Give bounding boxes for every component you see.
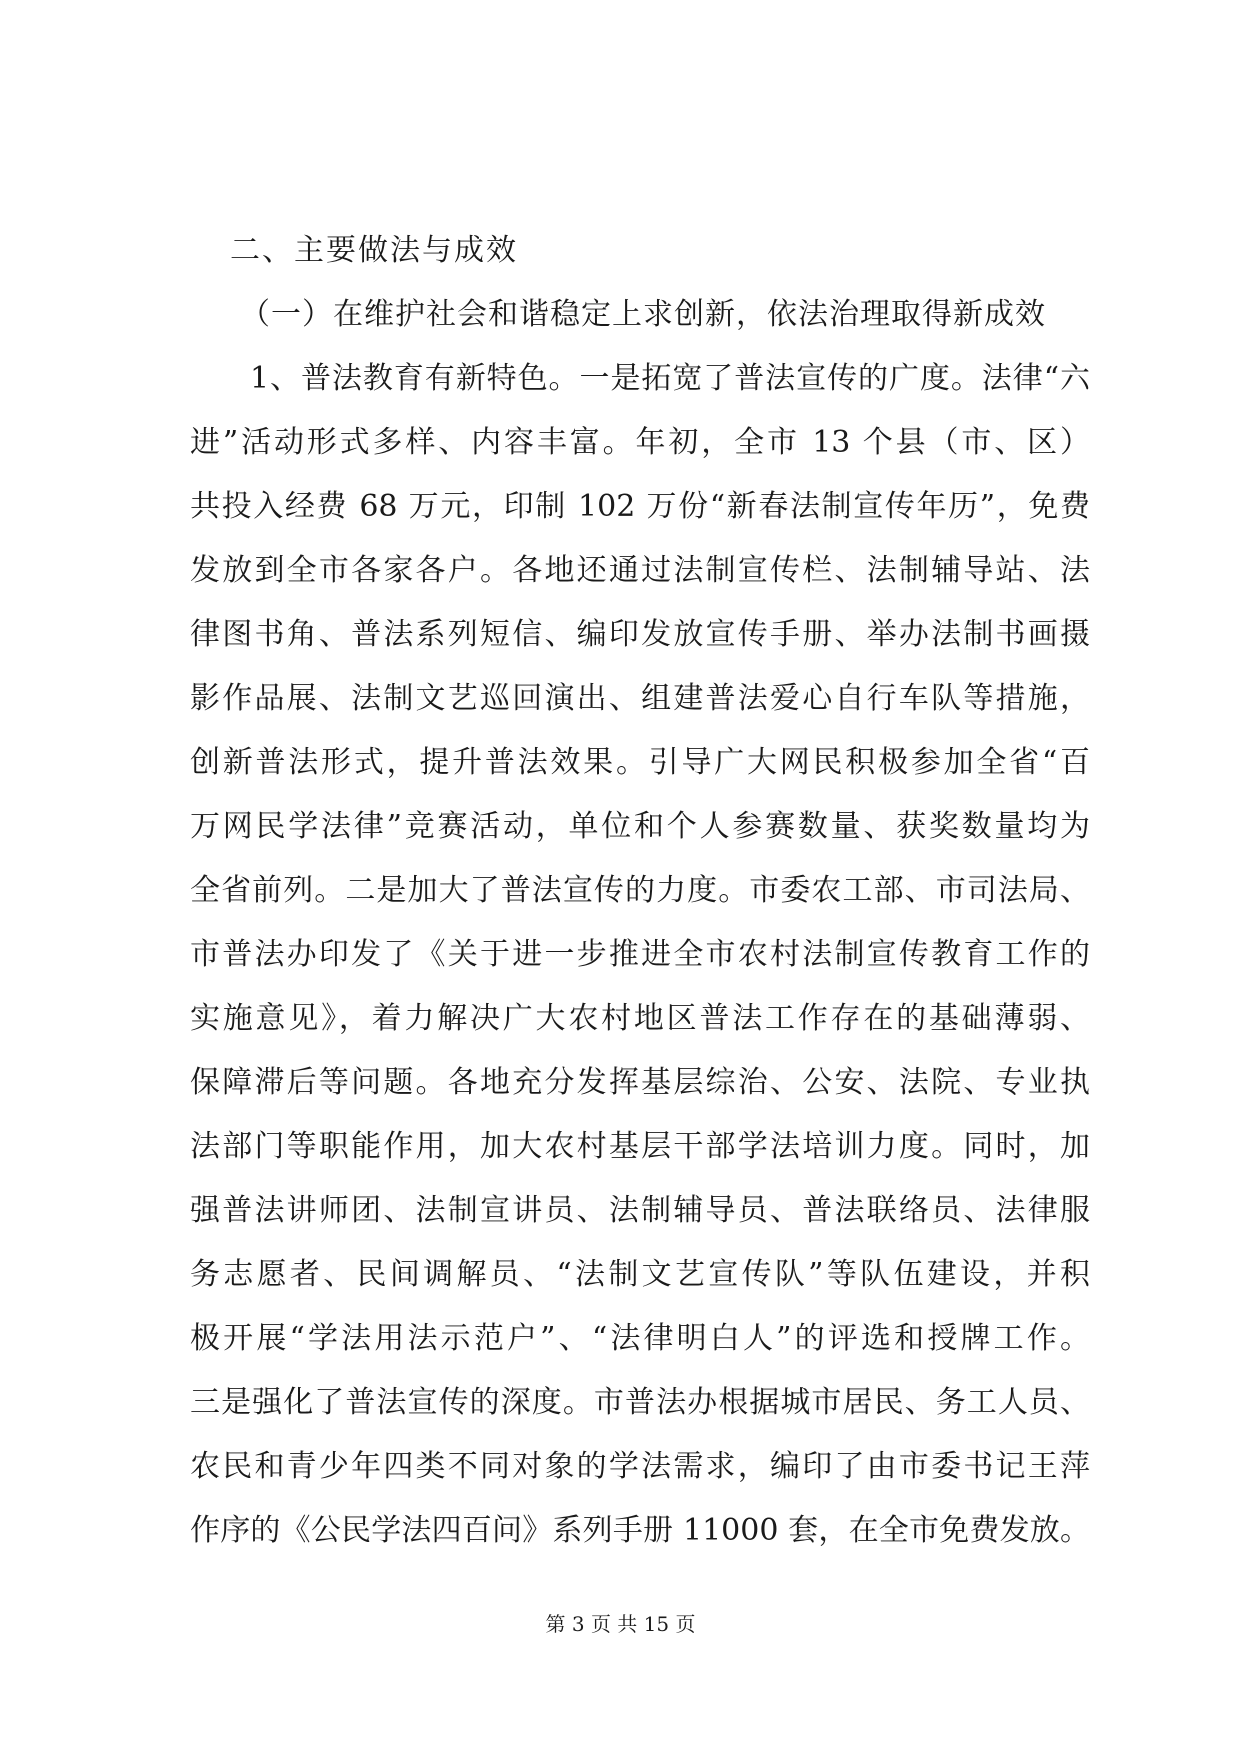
page-content	[190, 225, 1090, 1569]
paragraph-line: 万网民学法律”竞赛活动，单位和个人参赛数量、获奖数量均为	[190, 809, 1090, 844]
paragraph-line: 共投入经费 68 万元，印制 102 万份“新春法制宣传年历”，免费	[190, 489, 1090, 524]
section-heading: 二、主要做法与成效	[230, 233, 518, 268]
sub-heading: （一）在维护社会和谐稳定上求创新，依法治理取得新成效	[240, 297, 1046, 332]
paragraph-line: 创新普法形式，提升普法效果。引导广大网民积极参加全省“百	[190, 745, 1090, 780]
paragraph-line: 保障滞后等问题。各地充分发挥基层综治、公安、法院、专业执	[190, 1065, 1090, 1100]
paragraph-line: 律图书角、普法系列短信、编印发放宣传手册、举办法制书画摄	[190, 617, 1090, 652]
paragraph-line: 务志愿者、民间调解员、“法制文艺宣传队”等队伍建设，并积	[190, 1257, 1090, 1292]
paragraph-line: 实施意见》，着力解决广大农村地区普法工作存在的基础薄弱、	[190, 1001, 1090, 1036]
paragraph-line: 作序的《公民学法四百问》系列手册 11000 套，在全市免费发放。	[190, 1513, 1090, 1548]
paragraph-line: 影作品展、法制文艺巡回演出、组建普法爱心自行车队等措施，	[190, 681, 1090, 716]
paragraph-line: 进”活动形式多样、内容丰富。年初，全市 13 个县（市、区）	[190, 425, 1090, 460]
paragraph-line: 1、普法教育有新特色。一是拓宽了普法宣传的广度。法律“六	[250, 361, 1090, 396]
paragraph-line: 市普法办印发了《关于进一步推进全市农村法制宣传教育工作的	[190, 937, 1090, 972]
paragraph-line: 农民和青少年四类不同对象的学法需求，编印了由市委书记王萍	[190, 1449, 1090, 1484]
paragraph-line: 发放到全市各家各户。各地还通过法制宣传栏、法制辅导站、法	[190, 553, 1090, 588]
paragraph-line: 极开展“学法用法示范户”、“法律明白人”的评选和授牌工作。	[190, 1321, 1090, 1356]
paragraph-line: 全省前列。二是加大了普法宣传的力度。市委农工部、市司法局、	[190, 873, 1090, 908]
paragraph-line: 三是强化了普法宣传的深度。市普法办根据城市居民、务工人员、	[190, 1385, 1090, 1420]
paragraph-line: 法部门等职能作用，加大农村基层干部学法培训力度。同时，加	[190, 1129, 1090, 1164]
page-footer: 第 3 页 共 15 页	[545, 1612, 696, 1636]
paragraph-line: 强普法讲师团、法制宣讲员、法制辅导员、普法联络员、法律服	[190, 1193, 1090, 1228]
